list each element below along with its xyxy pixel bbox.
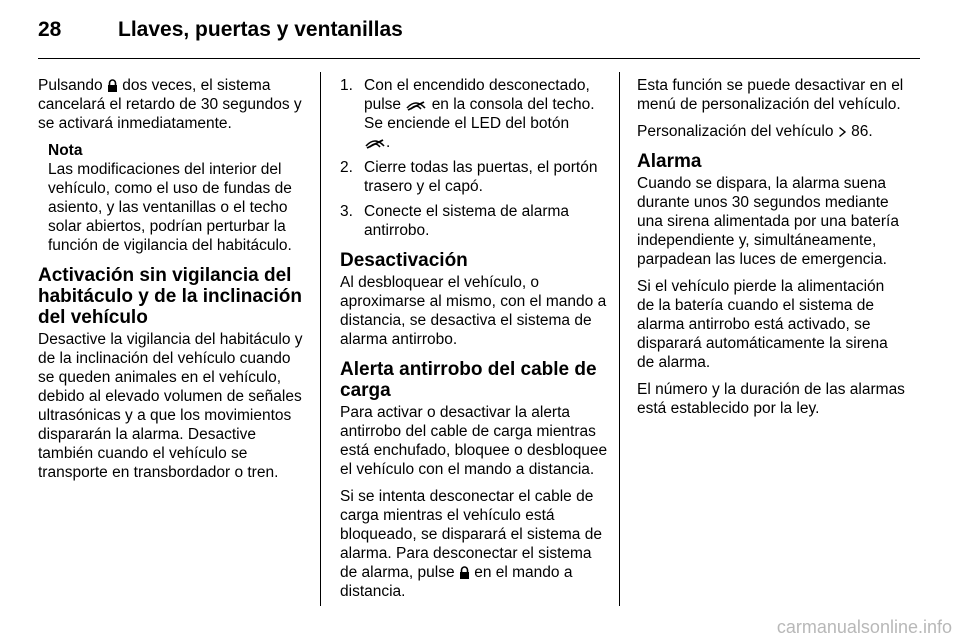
- paragraph: Para activar o desactivar la alerta antirrobo del cable de carga mientras está enchufado, bloquee o desbloquee el vehículo con el mando a distancia.: [340, 404, 608, 478]
- column-2: [340, 76, 608, 609]
- section-heading-charge-cable: Alerta antirrobo del cable de carga: [340, 359, 597, 401]
- paragraph: Si el vehículo pierde la alimentación de la batería cuando el sistema de alarma antirrobo está activado, se disparará automáticamente la sirena de alarma.: [637, 278, 888, 371]
- section-heading-alarm: Alarma: [637, 151, 702, 172]
- cross-reference-link[interactable]: Personalización del vehículo: [637, 123, 834, 140]
- header-rule: [38, 58, 920, 59]
- paragraph: Pulsando dos veces, el sistema cancelará el retardo de 30 segundos y se activará inmediatamente.: [38, 77, 302, 132]
- page-header: [38, 18, 920, 48]
- list-item: 2. Cierre todas las puertas, el portón trasero y el capó.: [340, 159, 598, 195]
- page-title: Llaves, puertas y ventanillas: [118, 18, 403, 41]
- watermark: carmanualsonline.info: [776, 617, 952, 637]
- note-text: Las modificaciones del interior del vehículo, como el uso de fundas de asiento, y las ventanillas o el techo solar abiertos, podrían perturbar la función de vigilancia del habitáculo.: [48, 161, 292, 254]
- paragraph: Si se intenta desconectar el cable de carga mientras el vehículo está bloqueado, se disparará el sistema de alarma. Para desconectar el sistema de alarma, pulse en el mando a distancia.: [340, 488, 602, 600]
- interior-sensor-icon: [364, 137, 386, 149]
- page-number: 28: [38, 18, 62, 41]
- paragraph: Personalización del vehículo 86.: [637, 123, 873, 140]
- note-title: Nota: [48, 142, 83, 159]
- column-divider-1: [320, 72, 321, 606]
- page-reference-arrow-icon: [838, 126, 847, 138]
- paragraph: Cuando se dispara, la alarma suena durante unos 30 segundos mediante una sirena alimentada por una batería independiente y, simultáneamente, parpadean las luces de emergencia.: [637, 175, 899, 268]
- interior-sensor-icon: [405, 99, 427, 111]
- paragraph: El número y la duración de las alarmas está establecido por la ley.: [637, 381, 905, 417]
- column-1: [38, 76, 306, 490]
- lock-icon: [459, 566, 470, 579]
- paragraph: Al desbloquear el vehículo, o aproximarse al mismo, con el mando a distancia, se desactiva el sistema de alarma antirrobo.: [340, 274, 607, 348]
- note-box: [48, 141, 306, 255]
- section-heading-deactivation: Desactivación: [340, 250, 468, 271]
- column-3: [637, 76, 905, 426]
- paragraph: Desactive la vigilancia del habitáculo y de la inclinación del vehículo cuando se queden animales en el vehículo, debido al elevado volumen de señales ultrasónicas y a que los movimientos dispararán la alarma. Desactive también cuando el vehículo se transporte en transbordador o tren.: [38, 331, 303, 481]
- paragraph: Esta función se puede desactivar en el menú de personalización del vehículo.: [637, 77, 904, 113]
- steps-list: [340, 76, 608, 240]
- lock-icon: [107, 79, 118, 92]
- section-heading-activation: Activación sin vigilancia del habitáculo y de la inclinación del vehículo: [38, 265, 302, 328]
- list-item: 3. Conecte el sistema de alarma antirrobo.: [340, 203, 570, 239]
- list-item: 1. Con el encendido desconectado, pulse en la consola del techo. Se enciende el LED del botón .: [340, 77, 595, 151]
- column-divider-2: [619, 72, 620, 606]
